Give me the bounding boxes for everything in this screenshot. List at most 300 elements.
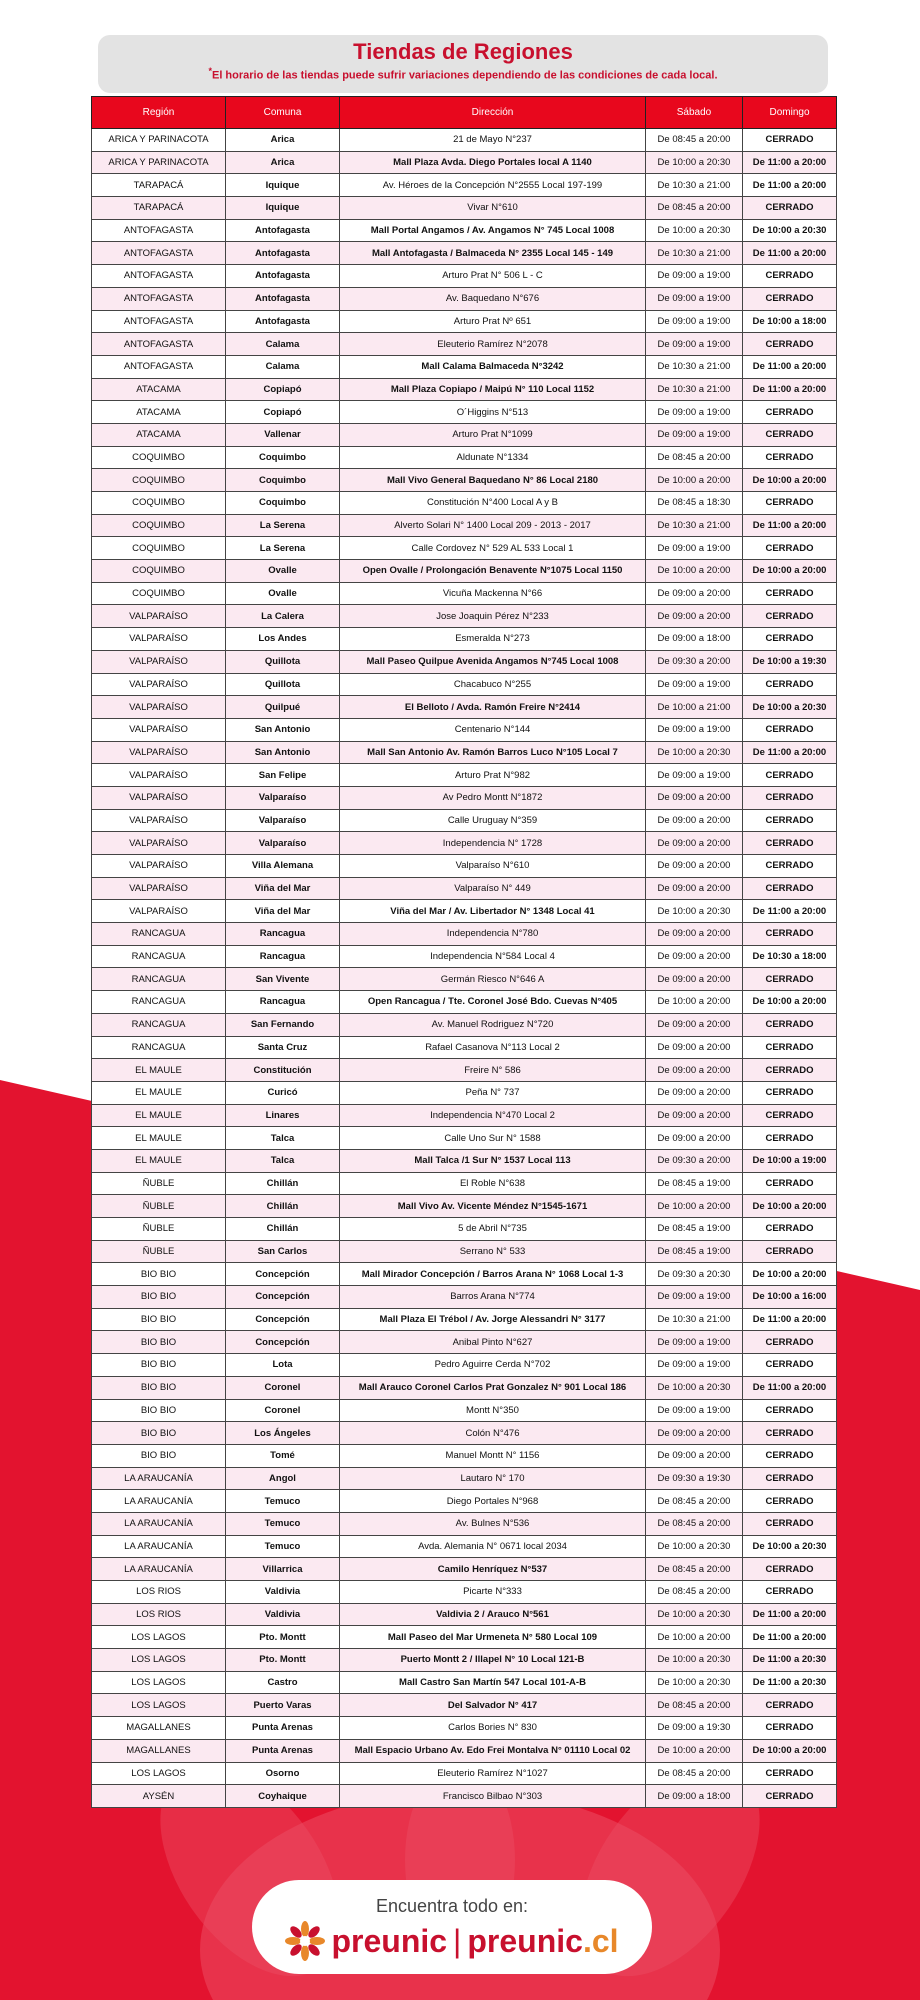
cell-sabado: De 09:00 a 18:00 (646, 628, 743, 651)
cell-domingo: De 11:00 a 20:00 (743, 242, 837, 265)
cell-direccion: Av. Bulnes N°536 (340, 1512, 646, 1535)
cell-domingo: CERRADO (743, 265, 837, 288)
cell-comuna: Constitución (226, 1059, 340, 1082)
cell-region: VALPARAÍSO (92, 673, 226, 696)
table-row (92, 1331, 837, 1354)
cell-sabado: De 10:00 a 20:00 (646, 560, 743, 583)
table-row (92, 1104, 837, 1127)
cell-comuna: Antofagasta (226, 242, 340, 265)
cell-domingo: De 11:00 a 20:00 (743, 1626, 837, 1649)
cell-comuna: Antofagasta (226, 310, 340, 333)
cell-direccion: El Roble N°638 (340, 1172, 646, 1195)
cell-domingo: De 10:00 a 19:00 (743, 1149, 837, 1172)
cell-domingo: CERRADO (743, 1059, 837, 1082)
cell-sabado: De 08:45 a 20:00 (646, 197, 743, 220)
table-row (92, 628, 837, 651)
cell-region: VALPARAÍSO (92, 741, 226, 764)
cell-region: ÑUBLE (92, 1240, 226, 1263)
cell-sabado: De 08:45 a 19:00 (646, 1172, 743, 1195)
cell-region: VALPARAÍSO (92, 718, 226, 741)
cell-domingo: De 10:00 a 20:00 (743, 560, 837, 583)
table-row (92, 1127, 837, 1150)
cell-sabado: De 09:00 a 20:00 (646, 1013, 743, 1036)
cell-sabado: De 09:00 a 19:00 (646, 1354, 743, 1377)
table-row (92, 1490, 837, 1513)
cell-sabado: De 09:00 a 20:00 (646, 1104, 743, 1127)
cell-domingo: CERRADO (743, 1490, 837, 1513)
cell-domingo: De 11:00 a 20:00 (743, 514, 837, 537)
table-row (92, 265, 837, 288)
cell-domingo: De 11:00 a 20:00 (743, 1603, 837, 1626)
cell-direccion: Mall Calama Balmaceda N°3242 (340, 355, 646, 378)
cell-domingo: CERRADO (743, 1331, 837, 1354)
cell-direccion: Centenario N°144 (340, 718, 646, 741)
cell-region: VALPARAÍSO (92, 832, 226, 855)
cell-sabado: De 10:30 a 21:00 (646, 514, 743, 537)
cell-comuna: Chillán (226, 1195, 340, 1218)
cell-sabado: De 09:00 a 20:00 (646, 877, 743, 900)
cell-region: COQUIMBO (92, 514, 226, 537)
cell-sabado: De 10:30 a 21:00 (646, 1308, 743, 1331)
cell-direccion: Mall Plaza Copiapo / Maipú N° 110 Local 1152 (340, 378, 646, 401)
cell-direccion: Mall San Antonio Av. Ramón Barros Luco N°105 Local 7 (340, 741, 646, 764)
cell-domingo: CERRADO (743, 1581, 837, 1604)
cell-domingo: De 10:00 a 16:00 (743, 1286, 837, 1309)
cell-region: BIO BIO (92, 1308, 226, 1331)
cell-domingo: CERRADO (743, 718, 837, 741)
cell-domingo: De 11:00 a 20:30 (743, 1649, 837, 1672)
cell-region: VALPARAÍSO (92, 764, 226, 787)
cell-comuna: La Serena (226, 514, 340, 537)
cell-direccion: Mall Vivo Av. Vicente Méndez N°1545-1671 (340, 1195, 646, 1218)
cell-sabado: De 09:00 a 20:00 (646, 809, 743, 832)
cell-comuna: Linares (226, 1104, 340, 1127)
cell-sabado: De 10:00 a 20:30 (646, 1376, 743, 1399)
cell-region: LOS LAGOS (92, 1649, 226, 1672)
cell-region: ÑUBLE (92, 1172, 226, 1195)
table-row (92, 1286, 837, 1309)
schedule-note (98, 66, 828, 82)
table-row (92, 1422, 837, 1445)
cell-direccion: Lautaro N° 170 (340, 1467, 646, 1490)
cell-direccion: Calle Uno Sur N° 1588 (340, 1127, 646, 1150)
footer-cta: Encuentra todo en: (375, 1896, 529, 1916)
cell-direccion: Colón N°476 (340, 1422, 646, 1445)
cell-domingo: CERRADO (743, 129, 837, 152)
cell-sabado: De 09:00 a 19:00 (646, 401, 743, 424)
cell-direccion: Vivar N°610 (340, 197, 646, 220)
table-body (92, 129, 837, 1808)
table-row (92, 696, 837, 719)
cell-domingo: De 10:00 a 20:00 (743, 1195, 837, 1218)
brand-url-main: preunic (467, 1922, 583, 1959)
table-row (92, 1603, 837, 1626)
cell-comuna: Curicó (226, 1081, 340, 1104)
cell-sabado: De 10:00 a 20:00 (646, 991, 743, 1014)
cell-domingo: CERRADO (743, 1785, 837, 1808)
table-row (92, 855, 837, 878)
cell-comuna: Villa Alemana (226, 855, 340, 878)
cell-region: COQUIMBO (92, 537, 226, 560)
cell-region: EL MAULE (92, 1104, 226, 1127)
cell-region: AYSÉN (92, 1785, 226, 1808)
cell-sabado: De 09:00 a 19:00 (646, 333, 743, 356)
cell-sabado: De 10:30 a 21:00 (646, 355, 743, 378)
column-header-comuna: Comuna (226, 97, 340, 129)
cell-comuna: Coquimbo (226, 446, 340, 469)
cell-direccion: Viña del Mar / Av. Libertador N° 1348 Local 41 (340, 900, 646, 923)
cell-comuna: Concepción (226, 1263, 340, 1286)
cell-sabado: De 09:00 a 20:00 (646, 1059, 743, 1082)
cell-direccion: Open Ovalle / Prolongación Benavente N°1075 Local 1150 (340, 560, 646, 583)
cell-direccion: Mall Antofagasta / Balmaceda N° 2355 Local 145 - 149 (340, 242, 646, 265)
cell-direccion: Mall Portal Angamos / Av. Angamos N° 745 Local 1008 (340, 219, 646, 242)
table-row (92, 287, 837, 310)
cell-comuna: Iquique (226, 174, 340, 197)
cell-sabado: De 10:00 a 20:30 (646, 1671, 743, 1694)
cell-direccion: 21 de Mayo N°237 (340, 129, 646, 152)
cell-direccion: Camilo Henríquez N°537 (340, 1558, 646, 1581)
table-row (92, 401, 837, 424)
table-row (92, 673, 837, 696)
cell-sabado: De 08:45 a 20:00 (646, 1762, 743, 1785)
cell-comuna: Coquimbo (226, 469, 340, 492)
table-row (92, 1218, 837, 1241)
cell-direccion: Mall Talca /1 Sur N° 1537 Local 113 (340, 1149, 646, 1172)
cell-region: LOS RIOS (92, 1603, 226, 1626)
cell-domingo: CERRADO (743, 855, 837, 878)
cell-domingo: CERRADO (743, 1104, 837, 1127)
note-asterisk: * (208, 66, 212, 76)
cell-domingo: De 10:00 a 20:30 (743, 696, 837, 719)
cell-sabado: De 09:00 a 20:00 (646, 1036, 743, 1059)
footer-banner (252, 1880, 652, 1974)
cell-direccion: Eleuterio Ramírez N°2078 (340, 333, 646, 356)
cell-comuna: Temuco (226, 1535, 340, 1558)
cell-comuna: Ovalle (226, 582, 340, 605)
cell-sabado: De 09:00 a 20:00 (646, 1081, 743, 1104)
cell-region: ATACAMA (92, 378, 226, 401)
cell-direccion: Mall Plaza El Trébol / Av. Jorge Alessandri N° 3177 (340, 1308, 646, 1331)
cell-direccion: Jose Joaquin Pérez N°233 (340, 605, 646, 628)
cell-domingo: CERRADO (743, 582, 837, 605)
cell-domingo: CERRADO (743, 197, 837, 220)
cell-comuna: San Antonio (226, 718, 340, 741)
cell-comuna: Osorno (226, 1762, 340, 1785)
cell-direccion: Esmeralda N°273 (340, 628, 646, 651)
cell-domingo: De 10:00 a 20:00 (743, 1739, 837, 1762)
cell-sabado: De 09:00 a 19:00 (646, 673, 743, 696)
cell-sabado: De 08:45 a 19:00 (646, 1218, 743, 1241)
cell-direccion: Valdivia 2 / Arauco N°561 (340, 1603, 646, 1626)
cell-sabado: De 09:00 a 19:00 (646, 718, 743, 741)
cell-direccion: Av. Manuel Rodriguez N°720 (340, 1013, 646, 1036)
table-row (92, 718, 837, 741)
table-row (92, 1558, 837, 1581)
cell-region: LOS LAGOS (92, 1626, 226, 1649)
cell-domingo: De 11:00 a 20:00 (743, 1308, 837, 1331)
cell-sabado: De 09:00 a 19:00 (646, 537, 743, 560)
cell-direccion: Av Pedro Montt N°1872 (340, 786, 646, 809)
cell-sabado: De 08:45 a 20:00 (646, 129, 743, 152)
cell-region: RANCAGUA (92, 923, 226, 946)
cell-domingo: CERRADO (743, 1081, 837, 1104)
cell-comuna: Arica (226, 129, 340, 152)
table-row (92, 1308, 837, 1331)
cell-region: VALPARAÍSO (92, 855, 226, 878)
cell-comuna: Castro (226, 1671, 340, 1694)
cell-sabado: De 08:45 a 20:00 (646, 1558, 743, 1581)
cell-comuna: Concepción (226, 1308, 340, 1331)
cell-comuna: San Vivente (226, 968, 340, 991)
table-row (92, 1240, 837, 1263)
cell-domingo: CERRADO (743, 1422, 837, 1445)
table-row (92, 1717, 837, 1740)
cell-sabado: De 10:00 a 20:30 (646, 741, 743, 764)
preunic-flower-logo-icon (285, 1921, 325, 1961)
table-row (92, 1081, 837, 1104)
cell-direccion: Calle Cordovez N° 529 AL 533 Local 1 (340, 537, 646, 560)
cell-domingo: De 10:00 a 20:00 (743, 991, 837, 1014)
cell-sabado: De 10:00 a 20:00 (646, 469, 743, 492)
brand-url[interactable] (467, 1923, 618, 1960)
cell-domingo: CERRADO (743, 1240, 837, 1263)
table-row (92, 832, 837, 855)
cell-direccion: Anibal Pinto N°627 (340, 1331, 646, 1354)
cell-domingo: CERRADO (743, 287, 837, 310)
cell-region: RANCAGUA (92, 945, 226, 968)
cell-direccion: Freire N° 586 (340, 1059, 646, 1082)
cell-direccion: Mall Paseo del Mar Urmeneta N° 580 Local 109 (340, 1626, 646, 1649)
table-row (92, 242, 837, 265)
cell-region: EL MAULE (92, 1149, 226, 1172)
cell-comuna: Valparaíso (226, 832, 340, 855)
cell-domingo: CERRADO (743, 809, 837, 832)
table-row (92, 1354, 837, 1377)
cell-sabado: De 09:00 a 19:00 (646, 265, 743, 288)
cell-comuna: Punta Arenas (226, 1739, 340, 1762)
cell-region: EL MAULE (92, 1059, 226, 1082)
table-row (92, 786, 837, 809)
table-row (92, 582, 837, 605)
cell-domingo: CERRADO (743, 1444, 837, 1467)
page-header (98, 35, 828, 93)
cell-direccion: Francisco Bilbao N°303 (340, 1785, 646, 1808)
cell-direccion: Independencia N°780 (340, 923, 646, 946)
cell-sabado: De 08:45 a 20:00 (646, 1581, 743, 1604)
cell-domingo: De 11:00 a 20:00 (743, 378, 837, 401)
cell-comuna: Iquique (226, 197, 340, 220)
cell-sabado: De 10:00 a 20:30 (646, 1603, 743, 1626)
table-row (92, 1444, 837, 1467)
table-row (92, 560, 837, 583)
cell-direccion: Eleuterio Ramírez N°1027 (340, 1762, 646, 1785)
cell-direccion: Carlos Bories N° 830 (340, 1717, 646, 1740)
cell-direccion: Montt N°350 (340, 1399, 646, 1422)
cell-region: VALPARAÍSO (92, 877, 226, 900)
cell-sabado: De 09:00 a 20:00 (646, 855, 743, 878)
table-row (92, 492, 837, 515)
cell-region: ANTOFAGASTA (92, 287, 226, 310)
cell-domingo: De 10:00 a 20:30 (743, 219, 837, 242)
cell-sabado: De 09:00 a 18:00 (646, 1785, 743, 1808)
cell-direccion: Constitución N°400 Local A y B (340, 492, 646, 515)
cell-comuna: San Felipe (226, 764, 340, 787)
cell-comuna: Calama (226, 333, 340, 356)
cell-direccion: O´Higgins N°513 (340, 401, 646, 424)
cell-direccion: Rafael Casanova N°113 Local 2 (340, 1036, 646, 1059)
cell-domingo: CERRADO (743, 628, 837, 651)
cell-domingo: CERRADO (743, 423, 837, 446)
table-row (92, 446, 837, 469)
cell-sabado: De 09:00 a 19:30 (646, 1717, 743, 1740)
cell-domingo: De 10:30 a 18:00 (743, 945, 837, 968)
cell-sabado: De 10:30 a 21:00 (646, 174, 743, 197)
table-row (92, 355, 837, 378)
cell-sabado: De 09:00 a 20:00 (646, 945, 743, 968)
table-row (92, 1785, 837, 1808)
cell-domingo: CERRADO (743, 1172, 837, 1195)
cell-domingo: CERRADO (743, 1354, 837, 1377)
table-row (92, 219, 837, 242)
cell-region: VALPARAÍSO (92, 809, 226, 832)
cell-region: VALPARAÍSO (92, 628, 226, 651)
cell-region: MAGALLANES (92, 1739, 226, 1762)
cell-comuna: Santa Cruz (226, 1036, 340, 1059)
cell-domingo: De 11:00 a 20:00 (743, 355, 837, 378)
cell-direccion: Arturo Prat N°982 (340, 764, 646, 787)
cell-direccion: Arturo Prat Nº 651 (340, 310, 646, 333)
cell-direccion: Diego Portales N°968 (340, 1490, 646, 1513)
cell-direccion: Pedro Aguirre Cerda N°702 (340, 1354, 646, 1377)
cell-comuna: La Serena (226, 537, 340, 560)
cell-direccion: Arturo Prat N°1099 (340, 423, 646, 446)
cell-region: ATACAMA (92, 401, 226, 424)
cell-domingo: CERRADO (743, 537, 837, 560)
cell-sabado: De 09:00 a 20:00 (646, 968, 743, 991)
cell-direccion: Mall Arauco Coronel Carlos Prat Gonzalez N° 901 Local 186 (340, 1376, 646, 1399)
brand-separator: | (453, 1922, 462, 1959)
cell-sabado: De 08:45 a 18:30 (646, 492, 743, 515)
table-row (92, 469, 837, 492)
cell-sabado: De 09:00 a 20:00 (646, 832, 743, 855)
cell-sabado: De 09:30 a 20:00 (646, 650, 743, 673)
cell-domingo: CERRADO (743, 786, 837, 809)
table-row (92, 991, 837, 1014)
cell-domingo: CERRADO (743, 764, 837, 787)
table-row (92, 514, 837, 537)
cell-comuna: Los Ángeles (226, 1422, 340, 1445)
cell-domingo: De 11:00 a 20:00 (743, 174, 837, 197)
cell-direccion: Arturo Prat N° 506 L - C (340, 265, 646, 288)
cell-region: RANCAGUA (92, 968, 226, 991)
column-header-domingo: Domingo (743, 97, 837, 129)
table-row (92, 1263, 837, 1286)
cell-comuna: Valparaíso (226, 786, 340, 809)
cell-direccion: Manuel Montt N° 1156 (340, 1444, 646, 1467)
table-row (92, 1059, 837, 1082)
cell-sabado: De 08:45 a 20:00 (646, 446, 743, 469)
cell-region: RANCAGUA (92, 1013, 226, 1036)
cell-domingo: CERRADO (743, 1399, 837, 1422)
cell-region: VALPARAÍSO (92, 650, 226, 673)
cell-region: LA ARAUCANÍA (92, 1467, 226, 1490)
cell-region: COQUIMBO (92, 560, 226, 583)
cell-domingo: CERRADO (743, 877, 837, 900)
column-header-region: Región (92, 97, 226, 129)
cell-region: ÑUBLE (92, 1218, 226, 1241)
cell-sabado: De 10:00 a 20:00 (646, 1739, 743, 1762)
cell-region: BIO BIO (92, 1286, 226, 1309)
cell-comuna: Punta Arenas (226, 1717, 340, 1740)
cell-domingo: De 11:00 a 20:00 (743, 900, 837, 923)
cell-region: EL MAULE (92, 1081, 226, 1104)
cell-comuna: San Fernando (226, 1013, 340, 1036)
cell-comuna: Temuco (226, 1490, 340, 1513)
table-row (92, 968, 837, 991)
cell-sabado: De 09:30 a 20:30 (646, 1263, 743, 1286)
table-row (92, 1172, 837, 1195)
cell-region: RANCAGUA (92, 1036, 226, 1059)
cell-sabado: De 09:00 a 19:00 (646, 1399, 743, 1422)
cell-sabado: De 10:30 a 21:00 (646, 378, 743, 401)
cell-domingo: CERRADO (743, 1036, 837, 1059)
table-row (92, 1195, 837, 1218)
cell-comuna: Angol (226, 1467, 340, 1490)
cell-comuna: Quilpué (226, 696, 340, 719)
cell-domingo: CERRADO (743, 1127, 837, 1150)
cell-comuna: Rancagua (226, 991, 340, 1014)
cell-region: COQUIMBO (92, 469, 226, 492)
cell-comuna: San Antonio (226, 741, 340, 764)
cell-direccion: 5 de Abril N°735 (340, 1218, 646, 1241)
cell-region: BIO BIO (92, 1263, 226, 1286)
cell-sabado: De 09:30 a 20:00 (646, 1149, 743, 1172)
cell-region: VALPARAÍSO (92, 605, 226, 628)
table-row (92, 537, 837, 560)
cell-comuna: Temuco (226, 1512, 340, 1535)
brand-name: preunic (331, 1922, 448, 1959)
cell-sabado: De 09:00 a 20:00 (646, 1444, 743, 1467)
cell-domingo: CERRADO (743, 923, 837, 946)
cell-region: ANTOFAGASTA (92, 265, 226, 288)
cell-sabado: De 08:45 a 20:00 (646, 1490, 743, 1513)
cell-domingo: De 11:00 a 20:00 (743, 1376, 837, 1399)
cell-region: LA ARAUCANÍA (92, 1535, 226, 1558)
cell-direccion: Mall Vivo General Baquedano N° 86 Local 2180 (340, 469, 646, 492)
cell-region: LA ARAUCANÍA (92, 1558, 226, 1581)
cell-comuna: Concepción (226, 1331, 340, 1354)
cell-region: BIO BIO (92, 1354, 226, 1377)
table-row (92, 741, 837, 764)
table-row (92, 605, 837, 628)
table-row (92, 1535, 837, 1558)
cell-domingo: CERRADO (743, 1717, 837, 1740)
table-row (92, 174, 837, 197)
cell-domingo: De 10:00 a 20:30 (743, 1535, 837, 1558)
cell-direccion: Chacabuco N°255 (340, 673, 646, 696)
cell-comuna: Valparaíso (226, 809, 340, 832)
table-row (92, 1739, 837, 1762)
table-row (92, 1694, 837, 1717)
cell-direccion: Serrano N° 533 (340, 1240, 646, 1263)
table-row (92, 1626, 837, 1649)
table-row (92, 197, 837, 220)
cell-comuna: Lota (226, 1354, 340, 1377)
cell-region: ANTOFAGASTA (92, 333, 226, 356)
cell-region: COQUIMBO (92, 582, 226, 605)
cell-sabado: De 09:00 a 20:00 (646, 1422, 743, 1445)
